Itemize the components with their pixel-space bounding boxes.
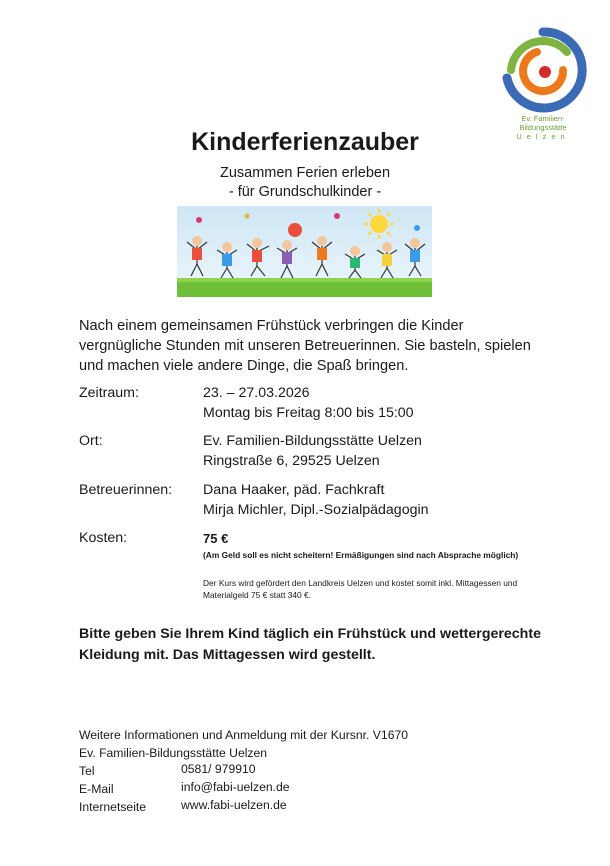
betreuerinnen-label: Betreuerinnen:	[79, 482, 173, 498]
web-label: Internetseite	[79, 800, 147, 814]
zeitraum-value	[203, 383, 414, 423]
intro-text: Nach einem gemeinsamen Frühstück verbringen die Kinder vergnügliche Stunden mit unseren Betreuerinnen. Sie basteln, spielen und machen viele andere Dinge, die Spaß bringen.	[79, 318, 531, 374]
footer-info: Weitere Informationen und Anmeldung mit der Kursnr. V1670	[79, 728, 409, 742]
kosten-info: Der Kurs wird gefördert den Landkreis Uelzen und kostet somit inkl. Mittagessen und Materialgeld 75 € statt 340 €.	[203, 578, 518, 600]
web-link[interactable]: www.fabi-uelzen.de	[181, 798, 287, 812]
betreuerin-1: Dana Haaker, päd. Fachkraft	[203, 482, 385, 498]
kosten-label: Kosten:	[79, 530, 128, 546]
bold-note: Bitte geben Sie Ihrem Kind täglich ein Frühstück und wettergerechte Kleidung mit. Das Mittagessen wird gestellt.	[79, 626, 541, 663]
subtitle	[0, 164, 610, 202]
tel-label: Tel	[79, 764, 95, 778]
kosten-note: (Am Geld soll es nicht scheitern! Ermäßigungen sind nach Absprache möglich)	[203, 550, 519, 560]
kosten-amount: 75 €	[203, 531, 229, 546]
footer-org: Ev. Familien-Bildungsstätte Uelzen	[79, 746, 268, 760]
spiral-logo-icon	[497, 26, 589, 114]
subtitle-line2: - für Grundschulkinder -	[228, 184, 382, 200]
betreuerin-2: Mirja Michler, Dipl.-Sozialpädagogin	[203, 502, 429, 518]
children-banner-image	[177, 206, 432, 297]
zeitraum-times: Montag bis Freitag 8:00 bis 15:00	[203, 405, 414, 421]
email-link[interactable]: info@fabi-uelzen.de	[181, 780, 290, 794]
ort-address: Ringstraße 6, 29525 Uelzen	[203, 453, 380, 469]
subtitle-line1: Zusammen Ferien erleben	[219, 165, 391, 181]
ort-name: Ev. Familien-Bildungsstätte Uelzen	[203, 433, 422, 449]
page-title: Kinderferienzauber	[191, 128, 419, 156]
tel-value: 0581/ 979910	[181, 762, 256, 776]
zeitraum-dates: 23. – 27.03.2026	[203, 385, 310, 401]
logo-line2: Bildungsstätte	[519, 123, 567, 132]
email-label: E-Mail	[79, 782, 114, 796]
betreuerinnen-value	[203, 480, 429, 520]
logo-line1: Ev. Familien-	[521, 114, 565, 123]
logo-line3: Uelzen	[516, 132, 570, 141]
ort-label: Ort:	[79, 433, 103, 449]
ort-value	[203, 431, 422, 471]
zeitraum-label: Zeitraum:	[79, 385, 139, 401]
